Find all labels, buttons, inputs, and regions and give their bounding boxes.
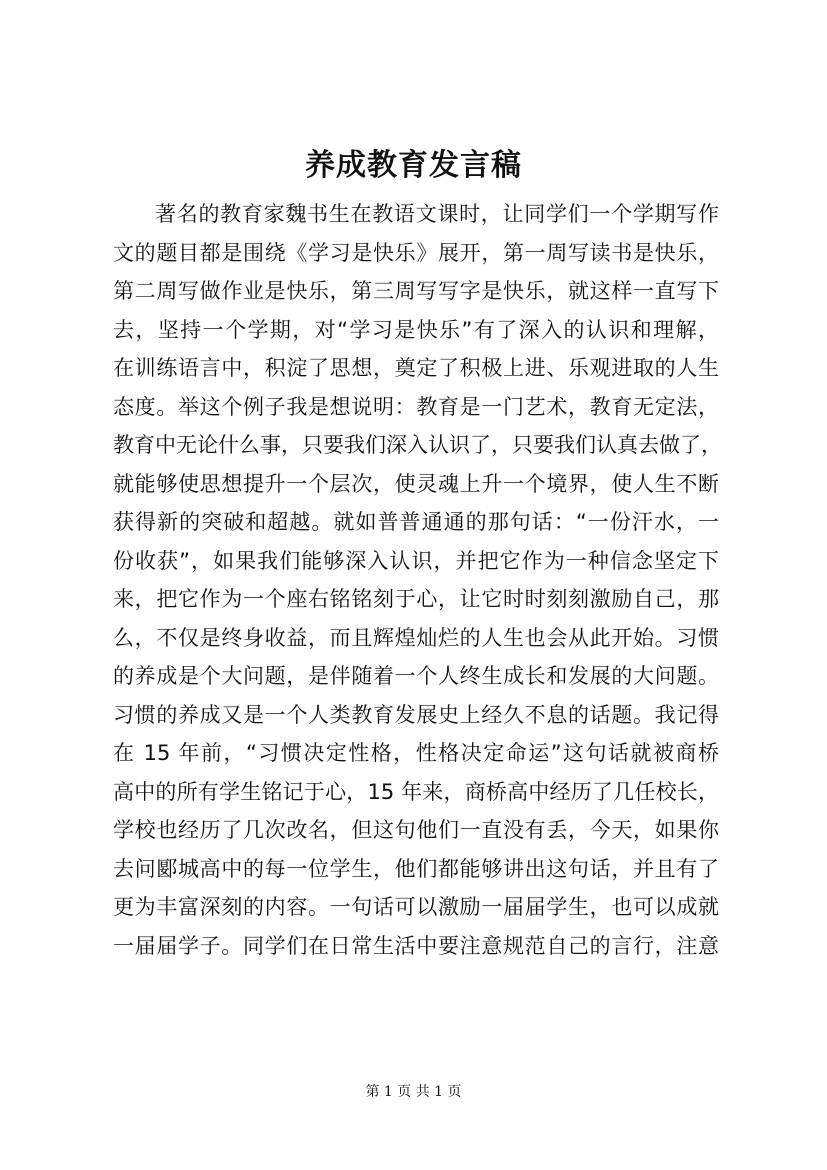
body-line: 么，不仅是终身收益，而且辉煌灿烂的人生也会从此开始。习惯 (113, 625, 719, 650)
body-line: 第二周写做作业是快乐，第三周写写字是快乐，就这样一直写下 (113, 279, 719, 303)
body-line: 著名的教育家魏书生在教语文课时，让同学们一个学期写作 (155, 202, 719, 226)
body-line: 来，把它作为一个座右铭铭刻于心，让它时时刻刻激励自己，那 (113, 587, 719, 611)
body-line: 就能够使思想提升一个层次，使灵魂上升一个境界，使人生不断 (113, 471, 719, 496)
body-line: 学校也经历了几次改名，但这句他们一直没有丢，今天，如果你 (113, 818, 719, 842)
body-line: 文的题目都是围绕《学习是快乐》展开，第一周写读书是快乐， (113, 240, 719, 265)
body-line: 去，坚持一个学期，对“学习是快乐”有了深入的认识和理解， (113, 317, 719, 342)
body-line: 在 15 年前，“习惯决定性格，性格决定命运”这句话就被商桥 (113, 741, 719, 765)
body-line: 的养成是个大问题，是伴随着一个人终生成长和发展的大问题。 (113, 664, 719, 688)
body-line: 在训练语言中，积淀了思想，奠定了积极上进、乐观进取的人生 (113, 356, 719, 380)
body-line: 一届届学子。同学们在日常生活中要注意规范自己的言行，注意 (113, 933, 719, 958)
document-title: 养成教育发言稿 (305, 148, 522, 183)
body-line: 获得新的突破和超越。就如普普通通的那句话：“一份汗水，一 (113, 510, 719, 534)
body-line: 教育中无论什么事，只要我们深入认识了，只要我们认真去做了， (113, 433, 722, 457)
body-line: 份收获”，如果我们能够深入认识，并把它作为一种信念坚定下 (113, 548, 719, 573)
body-line: 去问郾城高中的每一位学生，他们都能够讲出这句话，并且有了 (113, 856, 719, 881)
page-number-label: 第 1 页 共 1 页 (365, 1084, 462, 1100)
body-line: 高中的所有学生铭记于心，15 年来，商桥高中经历了几任校长， (113, 779, 719, 804)
body-line: 态度。举这个例子我是想说明：教育是一门艺术，教育无定法， (113, 394, 719, 419)
page-footer (0, 1082, 827, 1102)
body-line: 更为丰富深刻的内容。一句话可以激励一届届学生，也可以成就 (113, 895, 719, 919)
document-body (113, 195, 722, 965)
body-line: 习惯的养成又是一个人类教育发展史上经久不息的话题。我记得 (113, 702, 719, 727)
